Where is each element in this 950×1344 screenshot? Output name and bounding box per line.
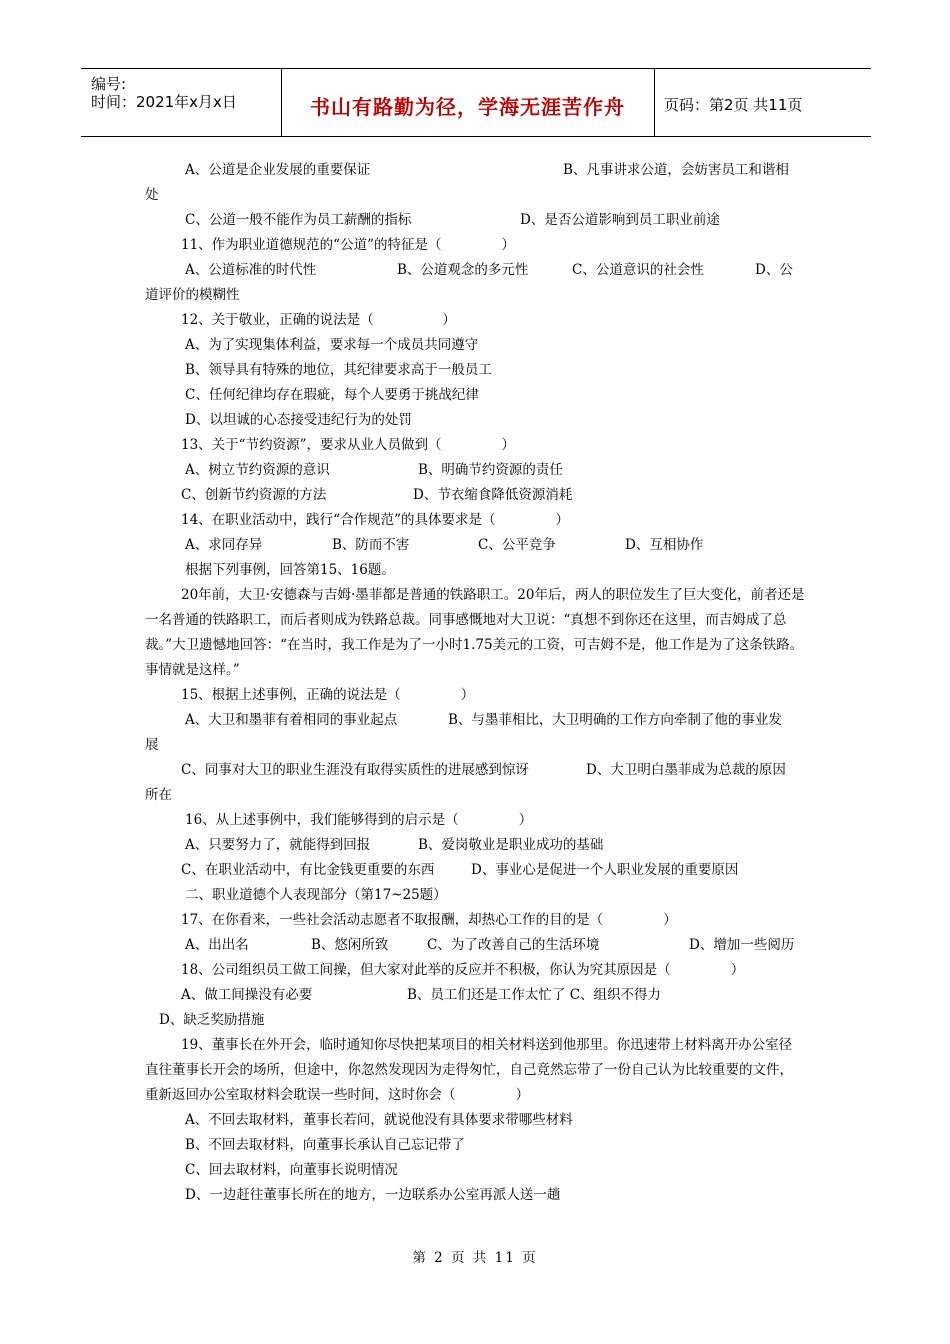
option-d: D、缺乏奖励措施: [159, 1012, 265, 1028]
code-label: 编号:: [91, 75, 127, 93]
question-18: 18、公司组织员工做工间操，但大家对此举的反应并不积极，你认为究其原因是（ ）: [181, 962, 745, 978]
option-b: B、防而不害: [332, 537, 410, 553]
option-c: C、回去取材料，向董事长说明情况: [185, 1162, 398, 1178]
question-12: 12、关于敬业，正确的说法是（ ）: [181, 312, 456, 328]
option-c: C、公道意识的社会性: [572, 262, 704, 278]
option-row: [145, 858, 805, 883]
option-d-continued: 道评价的模糊性: [145, 287, 240, 303]
option-a: A、出出名: [185, 937, 249, 953]
option-d: D、是否公道影响到员工职业前途: [520, 212, 720, 228]
option-row: [145, 158, 805, 183]
option-c: C、公道一般不能作为员工薪酬的指标: [185, 212, 412, 228]
option-b-continued: 处: [145, 187, 159, 203]
option-b: B、凡事讲求公道，会妨害员工和谐相: [563, 162, 789, 178]
question-13: 13、关于“节约资源”，要求从业人员做到（ ）: [181, 437, 516, 453]
case-paragraph: 20年前，大卫·安德森与吉姆·墨菲都是普通的铁路职工。20年后，两人的职位发生了巨大变化，前者还是一名普通的铁路职工，而后者则成为铁路总裁。同事感慨地对大卫说：“真想不到你还在这里，而吉姆成了总裁。”大卫遗憾地回答：“在当时，我工作是为了一小时1.75美元的工资，可吉姆不是，他工作是为了这条铁路。事情就是这样。”: [145, 587, 805, 678]
option-c: C、为了改善自己的生活环境: [427, 937, 600, 953]
option-a: A、不回去取材料，董事长若问，就说他没有具体要求带哪些材料: [185, 1112, 573, 1128]
option-a: A、大卫和墨菲有着相同的事业起点: [185, 712, 398, 728]
option-row: [145, 708, 805, 733]
question-15: 15、根据上述事例，正确的说法是（ ）: [181, 687, 475, 703]
option-b: B、公道观念的多元性: [397, 262, 529, 278]
header-right-cell: [654, 69, 871, 136]
motto: 书山有路勤为径，学海无涯苦作舟: [310, 95, 625, 119]
option-d: D、互相协作: [625, 537, 704, 553]
option-c: C、同事对大卫的职业生涯没有取得实质性的进展感到惊讶: [181, 762, 529, 778]
question-14: 14、在职业活动中，践行“合作规范”的具体要求是（ ）: [181, 512, 570, 528]
page-footer: 第 2 页 共 11 页: [412, 1250, 538, 1266]
option-row: [145, 458, 805, 483]
option-d: D、以坦诚的心态接受违纪行为的处罚: [185, 412, 412, 428]
option-c: C、创新节约资源的方法: [181, 487, 327, 503]
case-intro: 根据下列事例，回答第15、16题。: [185, 562, 395, 578]
option-row: [145, 208, 805, 233]
option-d: D、增加一些阅历: [689, 937, 795, 953]
question-11: 11、作为职业道德规范的“公道”的特征是（ ）: [181, 237, 516, 253]
option-d-continued: 所在: [145, 787, 172, 803]
option-a: A、公道标准的时代性: [185, 262, 317, 278]
option-b: B、明确节约资源的责任: [418, 462, 563, 478]
option-d: D、节衣缩食降低资源消耗: [413, 487, 573, 503]
option-b: B、不回去取材料，向董事长承认自己忘记带了: [185, 1137, 465, 1153]
option-d: D、大卫明白墨菲成为总裁的原因: [586, 762, 786, 778]
option-a: A、树立节约资源的意识: [185, 462, 330, 478]
question-19: 19、董事长在外开会，临时通知你尽快把某项目的相关材料送到他那里。你迅速带上材料离开办公室径直往董事长开会的场所，但途中，你忽然发现因为走得匆忙，自己竟然忘带了一份自己认为比较重要的文件，重新返回办公室取材料会耽误一些时间，这时你会（ ）: [145, 1037, 793, 1103]
option-b: B、悠闲所致: [311, 937, 389, 953]
option-a: A、为了实现集体利益，要求每一个成员共同遵守: [185, 337, 479, 353]
option-a: A、求同存异: [185, 537, 263, 553]
document-body: [145, 158, 805, 1208]
option-a: A、只要努力了，就能得到回报: [185, 837, 371, 853]
header-left-cell: [81, 69, 282, 136]
option-b: B、与墨菲相比，大卫明确的工作方向牵制了他的事业发: [448, 712, 782, 728]
option-row: [145, 533, 805, 558]
date-label: 时间：2021年x月x日: [91, 93, 237, 111]
option-row: [145, 983, 805, 1008]
option-b-continued: 展: [145, 737, 159, 753]
option-b: B、领导具有特殊的地位，其纪律要求高于一般员工: [185, 362, 492, 378]
option-row: [145, 758, 805, 783]
option-b-c: B、员工们还是工作太忙了 C、组织不得力: [407, 987, 662, 1003]
option-c: C、公平竞争: [478, 537, 556, 553]
option-row: [145, 933, 805, 958]
question-16: 16、从上述事例中，我们能够得到的启示是（ ）: [185, 812, 533, 828]
option-row: [145, 483, 805, 508]
option-b: B、爱岗敬业是职业成功的基础: [418, 837, 604, 853]
option-c: C、任何纪律均存在瑕疵，每个人要勇于挑战纪律: [185, 387, 479, 403]
option-d: D、事业心是促进一个人职业发展的重要原因: [471, 862, 739, 878]
option-row: [145, 833, 805, 858]
page-header: [81, 68, 871, 137]
option-d: D、公: [755, 262, 793, 278]
page-number-label: 页码：第2页 共11页: [664, 96, 803, 114]
option-row: [145, 258, 805, 283]
option-a: A、做工间操没有必要: [181, 987, 313, 1003]
question-17: 17、在你看来，一些社会活动志愿者不取报酬，却热心工作的目的是（ ）: [181, 912, 677, 928]
option-a: A、公道是企业发展的重要保证: [185, 162, 371, 178]
option-c: C、在职业活动中，有比金钱更重要的东西: [181, 862, 435, 878]
header-middle-cell: [281, 69, 655, 136]
section-heading: 二、职业道德个人表现部分（第17~25题）: [185, 887, 447, 903]
option-d: D、一边赶往董事长所在的地方，一边联系办公室再派人送一趟: [185, 1187, 561, 1203]
